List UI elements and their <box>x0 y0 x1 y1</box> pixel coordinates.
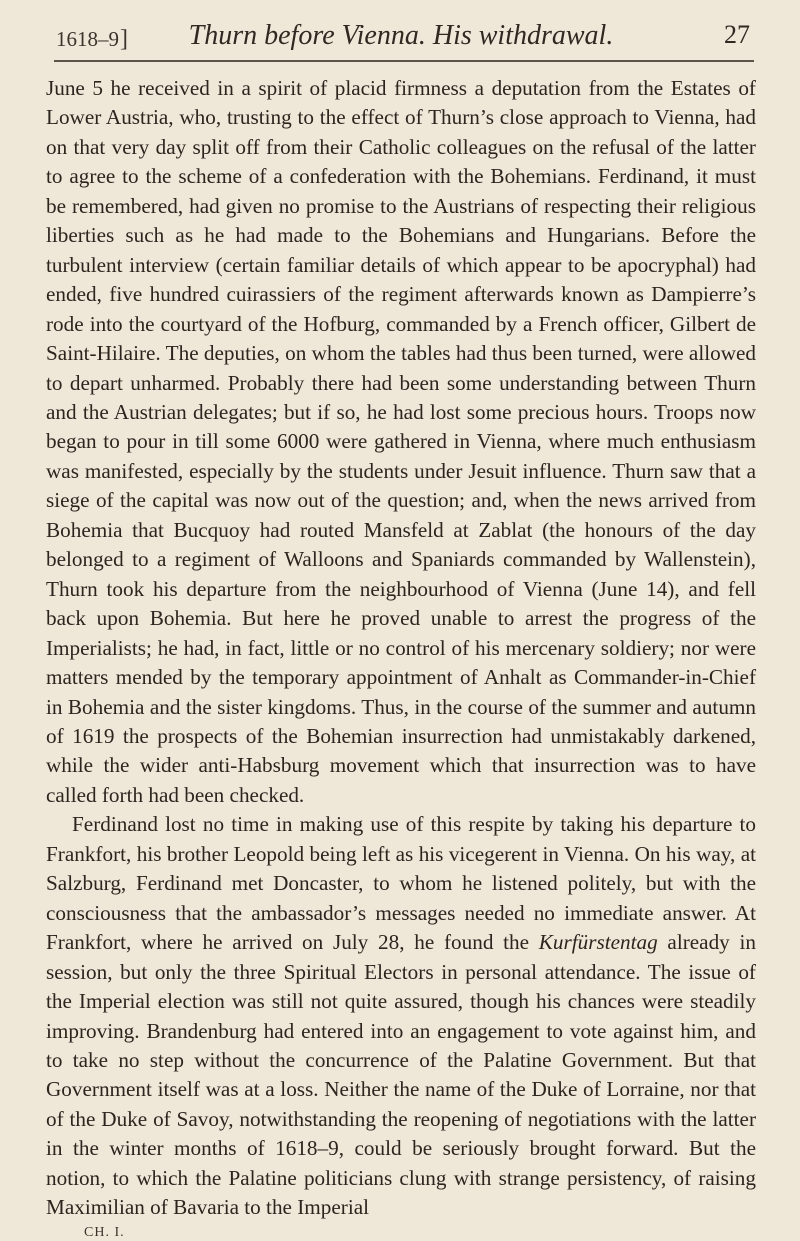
running-head <box>46 14 756 60</box>
page-number: 27 <box>724 20 750 49</box>
paragraph-2 <box>46 810 756 1222</box>
paragraph-2-part-2: already in session, but only the three Spiritual Electors in personal attendance. The issue of the Imperial election was still not quite assured, though his chances were steadily improving. Brandenburg had entered into an engagement to vote against him, and to take no step without the concurrence of the Palatine Government. But that Government itself was at a loss. Neither the name of the Duke of Lorraine, nor that of the Duke of Savoy, notwithstanding the reopening of negotiations with the latter in the winter months of 1618–9, could be seriously brought forward. But the notion, to which the Palatine politicians clung with strange persistency, of raising Maximilian of Bavaria to the Imperial <box>46 930 756 1220</box>
paragraph-2-part-1: Ferdinand lost no time in making use of this respite by taking his departure to Frankfort, his brother Leopold being left as his vicegerent in Vienna. On his way, at Salzburg, Ferdinand met Doncaster, to whom he listened politely, but with the consciousness that the ambassador’s messages needed no immediate answer. At Frankfort, where he arrived on July 28, he found the <box>46 812 756 955</box>
header-rule <box>54 60 754 62</box>
running-title: Thurn before Vienna. His withdrawal. <box>188 20 614 51</box>
paragraph-1: June 5 he received in a spirit of placid firmness a deputation from the Estates of Lower Austria, who, trusting to the effect of Thurn’s close approach to Vienna, had on that very day split off from their Catholic colleagues on the refusal of the latter to agree to the scheme of a confederation with the Bohemians. Ferdinand, it must be remembered, had given no promise to the Austrians of respecting their religious liberties such as he had made to the Bohemians and Hungarians. Before the turbulent interview (certain familiar details of which appear to be apocryphal) had ended, five hundred cuirassiers of the regiment afterwards known as Dampierre’s rode into the courtyard of the Hofburg, commanded by a French officer, Gilbert de Saint-Hilaire. The deputies, on whom the tables had thus been turned, were allowed to depart unharmed. Probably there had been some understanding between Thurn and the Austrian delegates; but if so, he had lost some precious hours. Troops now began to pour in till some 6000 were gathered in Vienna, where much enthusiasm was manifested, especially by the students under Jesuit influence. Thurn saw that a siege of the capital was now out of the question; and, when the news arrived from Bohemia that Bucquoy had routed Mansfeld at Zablat (the honours of the day belonged to a regiment of Walloons and Spaniards commanded by Wallenstein), Thurn took his departure from the neighbourhood of Vienna (June 14), and fell back upon Bohemia. But here he proved unable to arrest the progress of the Imperialists; he had, in fact, little or no control of his mercenary soldiery; nor were matters mended by the temporary appointment of Anhalt as Commander-in-Chief in Bohemia and the sister kingdoms. Thus, in the course of the summer and autumn of 1619 the prospects of the Bohemian insurrection had unmistakably darkened, while the wider anti-Habsburg movement which that insurrection was to have called forth had been checked. <box>46 76 756 807</box>
signature-mark: CH. I. <box>84 1224 125 1240</box>
kurfurstentag-term: Kurfürstentag <box>538 930 658 955</box>
body-text <box>46 74 756 1223</box>
date-range: 1618–9 ] <box>56 26 128 53</box>
